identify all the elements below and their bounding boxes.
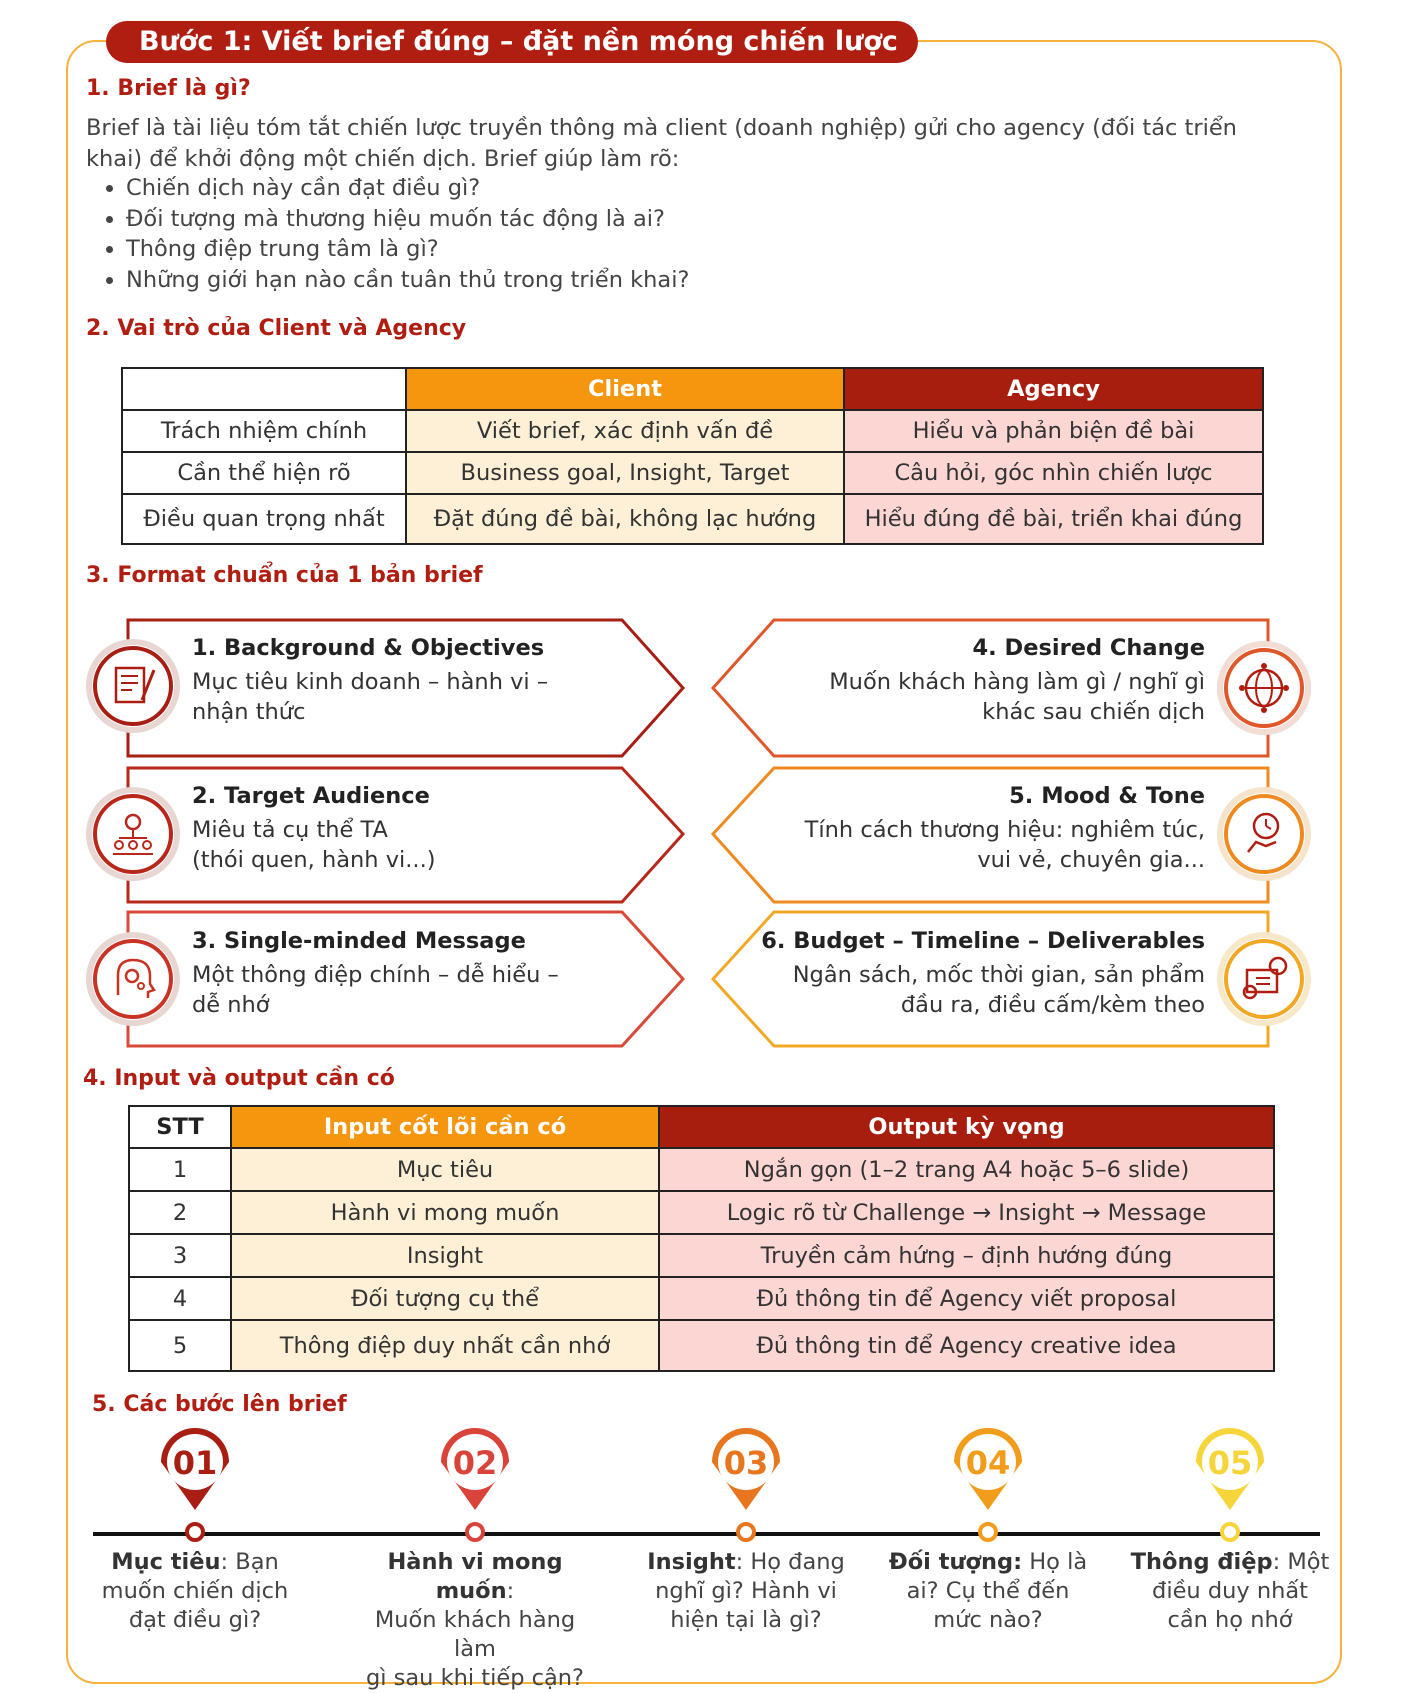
step-number: 04 — [965, 1444, 1011, 1482]
step-pin-03 — [712, 1428, 780, 1540]
output-cell: Đủ thông tin để Agency creative idea — [659, 1320, 1274, 1371]
step-line: Muốn khách hàng làm — [374, 1607, 576, 1662]
step-line: Đối tượng: Họ là — [888, 1549, 1088, 1575]
card-line: khác sau chiến dịch — [982, 699, 1205, 725]
timeline-dot — [738, 1524, 754, 1540]
step-line: Insight: Họ đang — [647, 1549, 845, 1575]
step-line: ai? Cụ thể đến — [906, 1578, 1070, 1604]
card-title: 6. Budget – Timeline – Deliverables — [761, 928, 1205, 954]
step-description — [1115, 1548, 1345, 1635]
card-line: Muốn khách hàng làm gì / nghĩ gì — [829, 669, 1205, 695]
card-line: Ngân sách, mốc thời gian, sản phẩm — [792, 962, 1205, 988]
output-cell: Truyền cảm hứng – định hướng đúng — [659, 1234, 1274, 1277]
step-pin-02 — [441, 1428, 509, 1540]
timeline-dot — [467, 1524, 483, 1540]
header-input: Input cốt lõi cần có — [231, 1106, 659, 1148]
input-cell: Insight — [231, 1234, 659, 1277]
bullet-item: • Chiến dịch này cần đạt điều gì? — [126, 173, 689, 204]
step-line: Thông điệp: Một — [1130, 1549, 1330, 1575]
stt-cell: 3 — [129, 1234, 231, 1277]
step-line: hiện tại là gì? — [670, 1607, 822, 1633]
section5-title: 5. Các bước lên brief — [92, 1392, 347, 1417]
card-title: 1. Background & Objectives — [192, 635, 545, 661]
step-number: 02 — [452, 1444, 498, 1482]
step-description — [360, 1548, 590, 1693]
client-cell: Viết brief, xác định vấn đề — [406, 410, 844, 452]
stt-cell: 2 — [129, 1191, 231, 1234]
bullet-item: • Đối tượng mà thương hiệu muốn tác động là ai? — [126, 204, 689, 235]
card-line: Tính cách thương hiệu: nghiêm túc, — [804, 817, 1205, 843]
header-client: Client — [406, 368, 844, 410]
row-label: Điều quan trọng nhất — [122, 494, 406, 544]
card-line: vui vẻ, chuyên gia... — [977, 847, 1205, 873]
stt-cell: 1 — [129, 1148, 231, 1191]
bullet-item: • Những giới hạn nào cần tuân thủ trong triển khai? — [126, 265, 689, 296]
output-cell: Logic rõ từ Challenge → Insight → Message — [659, 1191, 1274, 1234]
stt-cell: 4 — [129, 1277, 231, 1320]
step-pin-04 — [954, 1428, 1022, 1540]
timeline-dot — [187, 1524, 203, 1540]
card-line: (thói quen, hành vi...) — [192, 847, 436, 873]
step-number: 03 — [723, 1444, 769, 1482]
step-line: muốn chiến dịch — [101, 1578, 289, 1604]
paragraph-line: Brief là tài liệu tóm tắt chiến lược truyền thông mà client (doanh nghiệp) gửi cho agency (đối tác triển — [86, 115, 1237, 141]
section4-title: 4. Input và output cần có — [83, 1066, 395, 1091]
step-pin-05 — [1196, 1428, 1264, 1540]
step-line: nghĩ gì? Hành vi — [655, 1578, 837, 1604]
client-cell: Đặt đúng đề bài, không lạc hướng — [406, 494, 844, 544]
step-line: điều duy nhất — [1152, 1578, 1308, 1604]
paragraph-line: khai) để khởi động một chiến dịch. Brief giúp làm rõ: — [86, 146, 680, 172]
step-line: đạt điều gì? — [128, 1607, 262, 1633]
client-cell: Business goal, Insight, Target — [406, 452, 844, 494]
card-line: dễ nhớ — [192, 992, 270, 1018]
page-title-banner: Bước 1: Viết brief đúng – đặt nền móng chiến lược — [106, 21, 918, 63]
card-line: Mục tiêu kinh doanh – hành vi – — [192, 669, 549, 695]
output-cell: Ngắn gọn (1–2 trang A4 hoặc 5–6 slide) — [659, 1148, 1274, 1191]
output-cell: Đủ thông tin để Agency viết proposal — [659, 1277, 1274, 1320]
timeline-dot — [1222, 1524, 1238, 1540]
agency-cell: Hiểu đúng đề bài, triển khai đúng — [844, 494, 1263, 544]
header-stt: STT — [129, 1106, 231, 1148]
section2-title: 2. Vai trò của Client và Agency — [86, 316, 467, 341]
card-line: Miêu tả cụ thể TA — [192, 817, 388, 843]
input-cell: Đối tượng cụ thể — [231, 1277, 659, 1320]
section3-title: 3. Format chuẩn của 1 bản brief — [86, 563, 483, 588]
row-label: Cần thể hiện rõ — [122, 452, 406, 494]
step-line: Hành vi mong muốn: — [387, 1549, 563, 1604]
step-description — [80, 1548, 310, 1635]
step-line: mức nào? — [933, 1607, 1043, 1633]
step-description — [631, 1548, 861, 1635]
step-number: 05 — [1207, 1444, 1253, 1482]
step-line: gì sau khi tiếp cận? — [365, 1665, 584, 1691]
row-label: Trách nhiệm chính — [122, 410, 406, 452]
timeline-dot — [980, 1524, 996, 1540]
header-agency: Agency — [844, 368, 1263, 410]
section1-title: 1. Brief là gì? — [86, 76, 251, 101]
card-title: 5. Mood & Tone — [1009, 783, 1205, 809]
bullet-item: • Thông điệp trung tâm là gì? — [126, 234, 689, 265]
step-line: cần họ nhớ — [1167, 1607, 1293, 1633]
stt-cell: 5 — [129, 1320, 231, 1371]
card-line: nhận thức — [192, 699, 306, 725]
step-number: 01 — [172, 1444, 218, 1482]
card-title: 2. Target Audience — [192, 783, 430, 809]
agency-cell: Câu hỏi, góc nhìn chiến lược — [844, 452, 1263, 494]
input-cell: Mục tiêu — [231, 1148, 659, 1191]
input-cell: Hành vi mong muốn — [231, 1191, 659, 1234]
step-pin-01 — [161, 1428, 229, 1540]
card-title: 4. Desired Change — [972, 635, 1205, 661]
card-line: đầu ra, điều cấm/kèm theo — [900, 992, 1205, 1018]
header-output: Output kỳ vọng — [659, 1106, 1274, 1148]
step-description — [873, 1548, 1103, 1635]
card-title: 3. Single-minded Message — [192, 928, 526, 954]
step-line: Mục tiêu: Bạn — [111, 1549, 279, 1575]
card-line: Một thông điệp chính – dễ hiểu – — [192, 962, 559, 988]
input-cell: Thông điệp duy nhất cần nhớ — [231, 1320, 659, 1371]
agency-cell: Hiểu và phản biện đề bài — [844, 410, 1263, 452]
